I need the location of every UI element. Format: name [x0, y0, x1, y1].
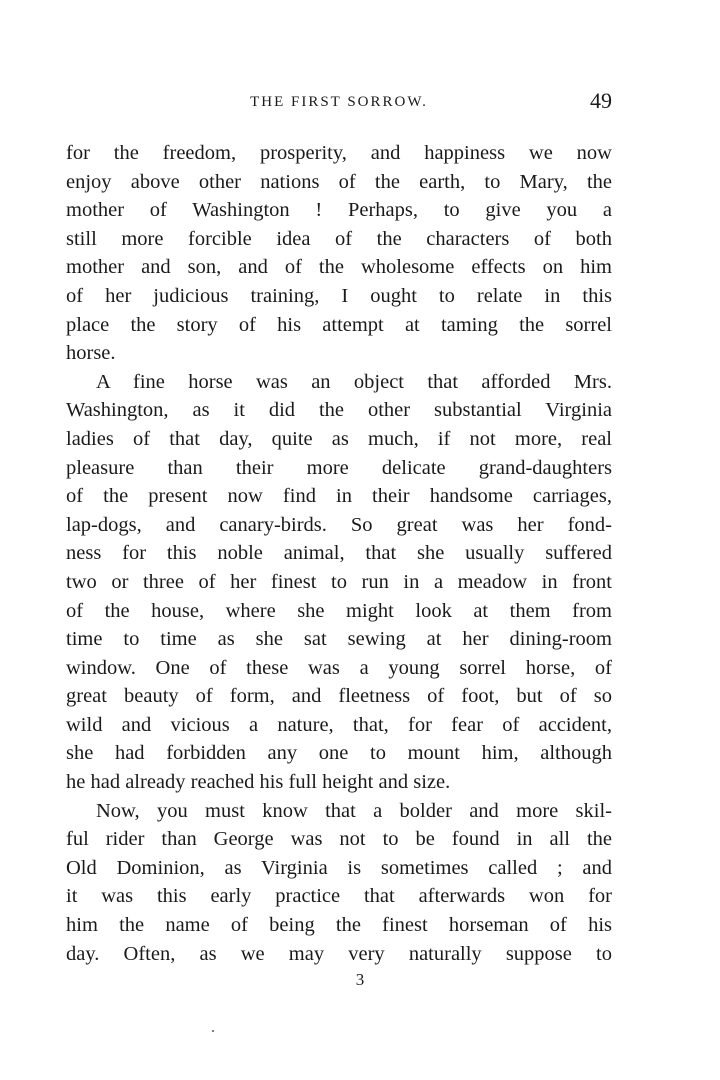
text-line: pleasure than their more delicate grand-daughters [66, 456, 612, 479]
text-line: him the name of being the finest horseman of his [66, 914, 612, 937]
page-number: 49 [590, 88, 612, 113]
text-line: it was this early practice that afterwards won for [66, 885, 612, 908]
paragraph-end-line: he had already reached his full height and size. [66, 771, 451, 794]
text-line: of the house, where she might look at them from [66, 599, 612, 622]
text-line: day. Often, as we may very naturally suppose to [66, 942, 612, 965]
text-line: still more forcible idea of the characters of both [66, 227, 612, 250]
text-line: Old Dominion, as Virginia is sometimes called ; and [66, 856, 612, 879]
signature-mark: 3 [355, 970, 365, 989]
body-text [66, 139, 612, 968]
text-line: mother of Washington ! Perhaps, to give you a [66, 199, 612, 222]
text-line: mother and son, and of the wholesome effects on him [66, 256, 612, 279]
text-line: for the freedom, prosperity, and happiness we now [66, 142, 612, 164]
text-line: place the story of his attempt at taming the sorrel [66, 313, 612, 336]
running-title: THE FIRST SORROW. [250, 94, 428, 110]
paper-speck [212, 1030, 214, 1032]
text-line: enjoy above other nations of the earth, to Mary, the [66, 170, 612, 193]
text-line: of her judicious training, I ought to relate in this [66, 284, 612, 307]
text-line: time to time as she sat sewing at her dining-room [66, 628, 612, 651]
running-head [66, 88, 612, 120]
text-line: of the present now find in their handsome carriages, [66, 485, 612, 508]
text-line: two or three of her finest to run in a meadow in front [66, 570, 612, 593]
paragraph-start-line: Now, you must know that a bolder and more skil- [96, 799, 612, 822]
text-line: great beauty of form, and fleetness of foot, but of so [66, 685, 612, 708]
text-line: ness for this noble animal, that she usually suffered [66, 542, 612, 565]
text-line: Washington, as it did the other substantial Virginia [66, 399, 612, 422]
text-line: window. One of these was a young sorrel horse, of [66, 656, 612, 679]
text-line: wild and vicious a nature, that, for fear of accident, [66, 713, 612, 736]
paragraph-start-line: A fine horse was an object that afforded Mrs. [96, 370, 612, 393]
text-line: ladies of that day, quite as much, if not more, real [66, 427, 612, 450]
text-line: ful rider than George was not to be found in all the [66, 828, 612, 851]
paragraph-end-line: horse. [66, 342, 116, 365]
text-line: she had forbidden any one to mount him, although [66, 742, 612, 765]
text-line: lap-dogs, and canary-birds. So great was her fond- [66, 513, 612, 536]
